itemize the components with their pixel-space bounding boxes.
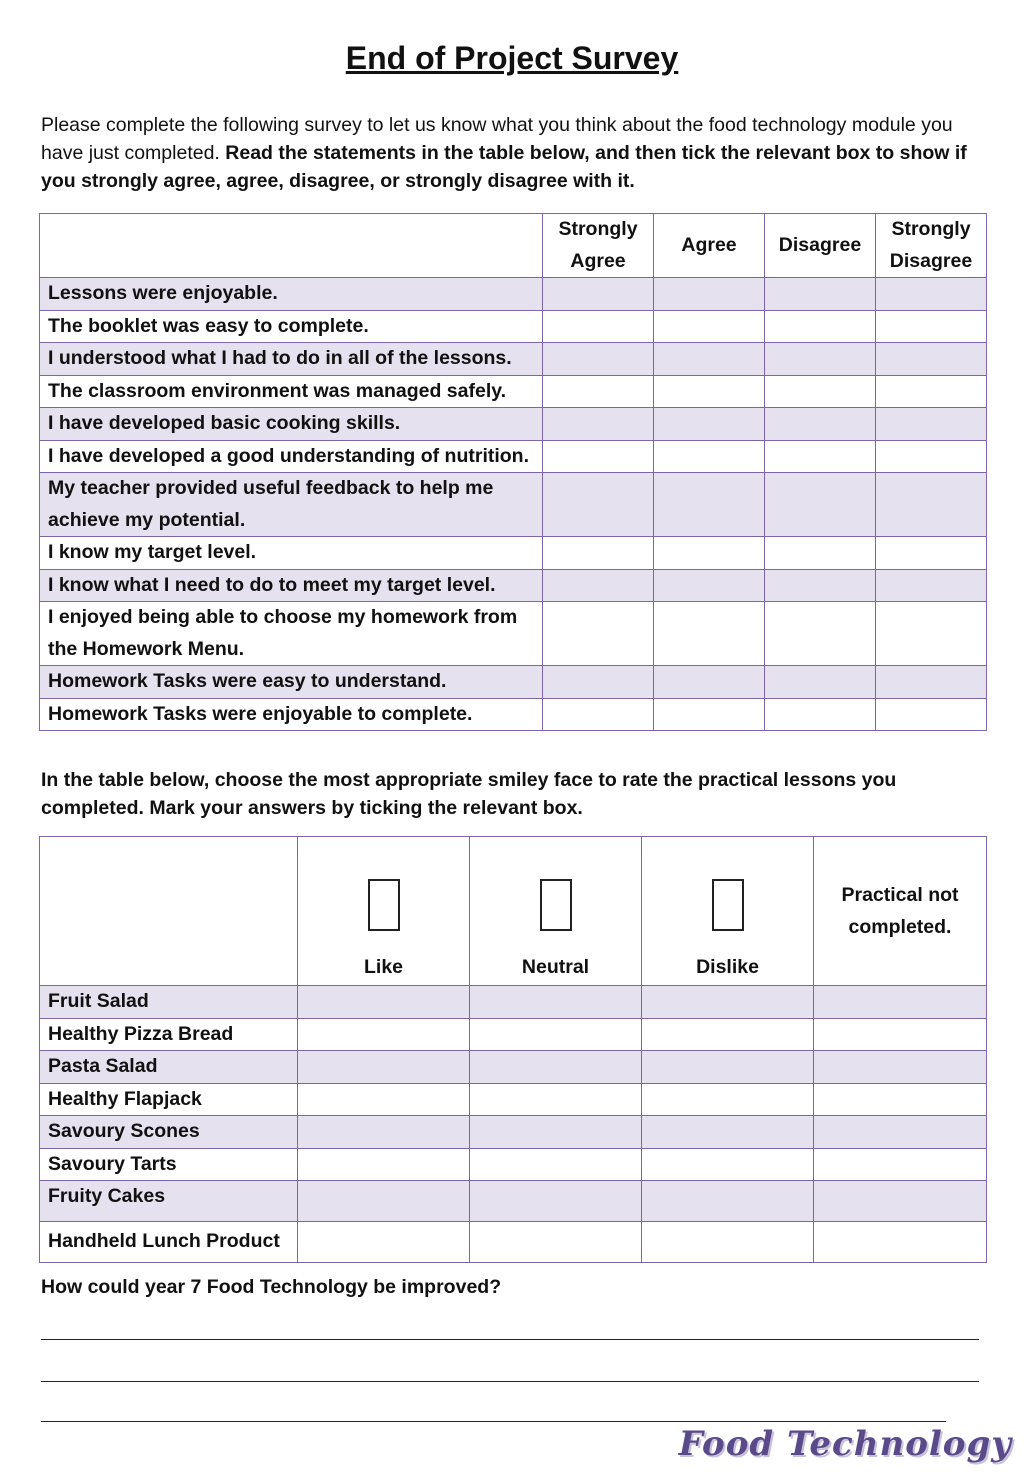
table-row: [40, 986, 987, 1019]
tick-box-like[interactable]: [298, 1083, 470, 1116]
tick-box-strongly-agree[interactable]: [543, 602, 654, 666]
tick-box-disagree[interactable]: [765, 343, 876, 376]
table-row: [40, 278, 987, 311]
statement-text: Homework Tasks were enjoyable to complete.: [40, 698, 543, 731]
tick-box-not-completed[interactable]: [814, 1051, 987, 1084]
tick-box-not-completed[interactable]: [814, 1181, 987, 1222]
tick-box-disagree[interactable]: [765, 537, 876, 570]
statement-text: The booklet was easy to complete.: [40, 310, 543, 343]
table-row: [40, 343, 987, 376]
tick-box-strongly-disagree[interactable]: [876, 343, 987, 376]
sad-face-icon: [712, 879, 744, 931]
table-row: [40, 569, 987, 602]
tick-box-agree[interactable]: [654, 698, 765, 731]
answer-line-2[interactable]: [41, 1381, 979, 1382]
tick-box-disagree[interactable]: [765, 310, 876, 343]
header-disagree: Disagree: [765, 214, 876, 278]
table-row: [40, 1018, 987, 1051]
statement-text: Lessons were enjoyable.: [40, 278, 543, 311]
header-like: [298, 837, 470, 986]
tick-box-not-completed[interactable]: [814, 1222, 987, 1263]
practicals-table: [39, 836, 987, 1263]
tick-box-strongly-agree[interactable]: [543, 698, 654, 731]
tick-box-neutral[interactable]: [470, 1051, 642, 1084]
practical-name: Healthy Pizza Bread: [40, 1018, 298, 1051]
practical-name: Fruit Salad: [40, 986, 298, 1019]
practical-name: Savoury Scones: [40, 1116, 298, 1149]
statement-text: The classroom environment was managed safely.: [40, 375, 543, 408]
tick-box-not-completed[interactable]: [814, 1083, 987, 1116]
food-technology-logo: Food Technology: [678, 1424, 1012, 1464]
tick-box-disagree[interactable]: [765, 440, 876, 473]
statement-text: I understood what I had to do in all of the lessons.: [40, 343, 543, 376]
table-row: [40, 698, 987, 731]
tick-box-dislike[interactable]: [642, 1181, 814, 1222]
tick-box-like[interactable]: [298, 1018, 470, 1051]
tick-box-agree[interactable]: [654, 440, 765, 473]
practical-name: Savoury Tarts: [40, 1148, 298, 1181]
tick-box-strongly-agree[interactable]: [543, 537, 654, 570]
practical-name: Healthy Flapjack: [40, 1083, 298, 1116]
tick-box-strongly-agree[interactable]: [543, 310, 654, 343]
table-row: [40, 1222, 987, 1263]
table-row: [40, 310, 987, 343]
tick-box-dislike[interactable]: [642, 1148, 814, 1181]
practical-instructions: In the table below, choose the most appropriate smiley face to rate the practical lessons you completed. Mark your answers by ticking the relevant box.: [41, 769, 897, 819]
improvement-question: How could year 7 Food Technology be improved?: [41, 1276, 502, 1298]
tick-box-not-completed[interactable]: [814, 1116, 987, 1149]
tick-box-agree[interactable]: [654, 666, 765, 699]
tick-box-strongly-disagree[interactable]: [876, 473, 987, 537]
tick-box-dislike[interactable]: [642, 1018, 814, 1051]
tick-box-strongly-disagree[interactable]: [876, 537, 987, 570]
intro-bold: Read the statements in the table below, and then tick the relevant box to show if you strongly agree, agree, disagree, or strongly disagree with it.: [41, 142, 967, 192]
smiley-face-icon: [368, 879, 400, 931]
statement-text: My teacher provided useful feedback to help me achieve my potential.: [40, 473, 543, 537]
tick-box-agree[interactable]: [654, 473, 765, 537]
neutral-face-icon: [540, 879, 572, 931]
table-row: [40, 602, 987, 666]
tick-box-strongly-disagree[interactable]: [876, 569, 987, 602]
tick-box-strongly-agree[interactable]: [543, 278, 654, 311]
tick-box-neutral[interactable]: [470, 1018, 642, 1051]
tick-box-dislike[interactable]: [642, 1222, 814, 1263]
tick-box-like[interactable]: [298, 1148, 470, 1181]
tick-box-not-completed[interactable]: [814, 986, 987, 1019]
tick-box-neutral[interactable]: [470, 1148, 642, 1181]
header-strongly-agree: Strongly Agree: [543, 214, 654, 278]
tick-box-like[interactable]: [298, 1051, 470, 1084]
tick-box-dislike[interactable]: [642, 986, 814, 1019]
tick-box-strongly-disagree[interactable]: [876, 278, 987, 311]
tick-box-disagree[interactable]: [765, 473, 876, 537]
tick-box-strongly-agree[interactable]: [543, 473, 654, 537]
table-row: [40, 1181, 987, 1222]
statement-text: I know my target level.: [40, 537, 543, 570]
table-row: [40, 473, 987, 537]
tick-box-agree[interactable]: [654, 569, 765, 602]
tick-box-strongly-agree[interactable]: [543, 343, 654, 376]
tick-box-like[interactable]: [298, 1181, 470, 1222]
tick-box-disagree[interactable]: [765, 569, 876, 602]
tick-box-strongly-disagree[interactable]: [876, 698, 987, 731]
tick-box-dislike[interactable]: [642, 1051, 814, 1084]
statements-header-row: [40, 214, 987, 278]
tick-box-like[interactable]: [298, 1116, 470, 1149]
statement-text: I enjoyed being able to choose my homework from the Homework Menu.: [40, 602, 543, 666]
tick-box-strongly-disagree[interactable]: [876, 375, 987, 408]
tick-box-agree[interactable]: [654, 343, 765, 376]
table-row: [40, 666, 987, 699]
header-blank: [40, 837, 298, 986]
tick-box-like[interactable]: [298, 1222, 470, 1263]
header-strongly-disagree: Strongly Disagree: [876, 214, 987, 278]
header-dislike: [642, 837, 814, 986]
tick-box-agree[interactable]: [654, 310, 765, 343]
tick-box-not-completed[interactable]: [814, 1018, 987, 1051]
tick-box-strongly-agree[interactable]: [543, 408, 654, 441]
tick-box-strongly-agree[interactable]: [543, 375, 654, 408]
tick-box-neutral[interactable]: [470, 1083, 642, 1116]
tick-box-agree[interactable]: [654, 375, 765, 408]
tick-box-dislike[interactable]: [642, 1116, 814, 1149]
answer-line-1[interactable]: [41, 1339, 979, 1340]
intro-text: [41, 111, 991, 195]
tick-box-neutral[interactable]: [470, 1181, 642, 1222]
tick-box-dislike[interactable]: [642, 1083, 814, 1116]
header-neutral: [470, 837, 642, 986]
table-row: [40, 440, 987, 473]
table-row: [40, 1051, 987, 1084]
practical-name: Pasta Salad: [40, 1051, 298, 1084]
tick-box-neutral[interactable]: [470, 986, 642, 1019]
table-row: [40, 375, 987, 408]
tick-box-disagree[interactable]: [765, 602, 876, 666]
answer-line-3[interactable]: [41, 1421, 946, 1422]
tick-box-neutral[interactable]: [470, 1116, 642, 1149]
tick-box-disagree[interactable]: [765, 666, 876, 699]
tick-box-strongly-agree[interactable]: [543, 666, 654, 699]
tick-box-strongly-disagree[interactable]: [876, 666, 987, 699]
tick-box-strongly-disagree[interactable]: [876, 602, 987, 666]
tick-box-strongly-agree[interactable]: [543, 440, 654, 473]
tick-box-not-completed[interactable]: [814, 1148, 987, 1181]
header-dislike-label: Dislike: [696, 955, 759, 978]
tick-box-disagree[interactable]: [765, 278, 876, 311]
intro-plain: Please complete the following survey to let us know what you think about the food technology module you have just completed.: [41, 114, 953, 164]
header-neutral-label: Neutral: [521, 955, 590, 978]
tick-box-agree[interactable]: [654, 537, 765, 570]
tick-box-agree[interactable]: [654, 278, 765, 311]
tick-box-disagree[interactable]: [765, 698, 876, 731]
tick-box-agree[interactable]: [654, 408, 765, 441]
tick-box-strongly-disagree[interactable]: [876, 408, 987, 441]
tick-box-agree[interactable]: [654, 602, 765, 666]
header-blank: [40, 214, 543, 278]
header-not-completed: Practical not completed.: [814, 837, 987, 986]
statement-text: I have developed basic cooking skills.: [40, 408, 543, 441]
tick-box-disagree[interactable]: [765, 375, 876, 408]
table-row: [40, 408, 987, 441]
practical-name: Handheld Lunch Product: [40, 1222, 298, 1263]
header-agree: Agree: [654, 214, 765, 278]
practical-name: Fruity Cakes: [40, 1181, 298, 1222]
tick-box-disagree[interactable]: [765, 408, 876, 441]
tick-box-neutral[interactable]: [470, 1222, 642, 1263]
statements-table: [39, 213, 987, 731]
header-like-label: Like: [363, 955, 404, 978]
page-title: End of Project Survey: [345, 40, 679, 76]
tick-box-strongly-agree[interactable]: [543, 569, 654, 602]
statement-text: I have developed a good understanding of nutrition.: [40, 440, 543, 473]
statement-text: Homework Tasks were easy to understand.: [40, 666, 543, 699]
tick-box-like[interactable]: [298, 986, 470, 1019]
table-row: [40, 537, 987, 570]
table-row: [40, 1148, 987, 1181]
table-row: [40, 1083, 987, 1116]
tick-box-strongly-disagree[interactable]: [876, 440, 987, 473]
tick-box-strongly-disagree[interactable]: [876, 310, 987, 343]
table-row: [40, 1116, 987, 1149]
practicals-header-row: [40, 837, 987, 986]
statement-text: I know what I need to do to meet my target level.: [40, 569, 543, 602]
